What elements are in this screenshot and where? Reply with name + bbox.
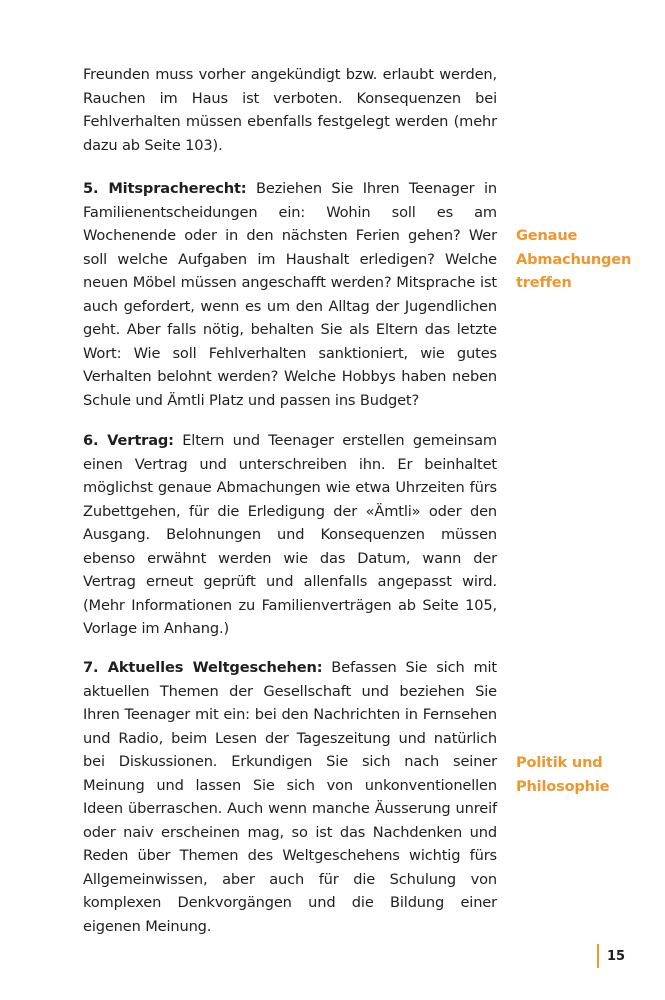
folio-divider — [597, 944, 599, 968]
paragraph-text: Freunden muss vorher angekündigt bzw. erlaubt werden, Rauchen im Haus ist verboten. Konsequenzen bei Fehlverhalten müssen ebenfalls festgelegt werden (mehr dazu ab Seite 103). — [83, 66, 497, 154]
paragraph-heading: 5. Mitspracherecht: — [83, 180, 247, 197]
page-number: 15 — [607, 948, 626, 964]
paragraph-heading: 7. Aktuelles Weltgeschehen: — [83, 659, 323, 676]
margin-note-abmachungen — [516, 224, 656, 295]
page-folio — [597, 944, 625, 968]
paragraph-text: Befassen Sie sich mit aktuellen Themen der Gesellschaft und beziehen Sie Ihren Teenager mit ein: bei den Nachrichten in Fernsehen und Radio, beim Lesen der Tageszeitung und natürlich bei Diskussionen. Erkundigen Sie sich nach seiner Meinung und lassen Sie sich von unkonventionellen Ideen überraschen. Auch wenn manche Äusserung unreif oder naiv erscheinen mag, so ist das Nachdenken und Reden über Themen des Weltgeschehens wichtig fürs Allgemeinwissen, aber auch für die Schulung von komplexen Denkvorgängen und die Bildung einer eigenen Meinung. — [83, 659, 497, 935]
margin-note-line: Abmachungen — [516, 250, 632, 268]
paragraph-text: Beziehen Sie Ihren Teenager in Familienentscheidungen ein: Wohin soll es am Wochenende oder in den nächsten Ferien gehen? Wer soll welche Aufgaben im Haushalt erledigen? Welche neuen Möbel müssen angeschafft werden? Mitsprache ist auch gefordert, wenn es um den Alltag der Jugendlichen geht. Aber falls nötig, behalten Sie als Eltern das letzte Wort: Wie soll Fehlverhalten sanktioniert, wie gutes Verhalten belohnt werden? Welche Hobbys haben neben Schule und Ämtli Platz und passen ins Budget? — [83, 180, 497, 409]
paragraph-intro — [83, 63, 497, 157]
margin-note-line: Politik und — [516, 754, 603, 771]
paragraph-vertrag — [83, 429, 497, 641]
paragraph-weltgeschehen — [83, 656, 497, 938]
paragraph-text: Eltern und Teenager erstellen gemeinsam einen Vertrag und unterschreiben ihn. Er beinhaltet möglichst genaue Abmachungen wie etwa Uhrzeiten fürs Zubettgehen, für die Erledigung der «Ämtli» oder den Ausgang. Belohnungen und Konsequenzen müssen ebenso erwähnt werden wie das Datum, wann der Vertrag erneut geprüft und allenfalls angepasst wird. (Mehr Informationen zu Familienverträgen ab Seite 105, Vorlage im Anhang.) — [83, 432, 497, 637]
margin-note-line: treffen — [516, 274, 572, 291]
margin-note-line: Philosophie — [516, 777, 610, 795]
margin-note-politik — [516, 751, 656, 798]
margin-note-line: Genaue — [516, 227, 578, 244]
paragraph-mitspracherecht — [83, 177, 497, 412]
paragraph-heading: 6. Vertrag: — [83, 432, 174, 449]
